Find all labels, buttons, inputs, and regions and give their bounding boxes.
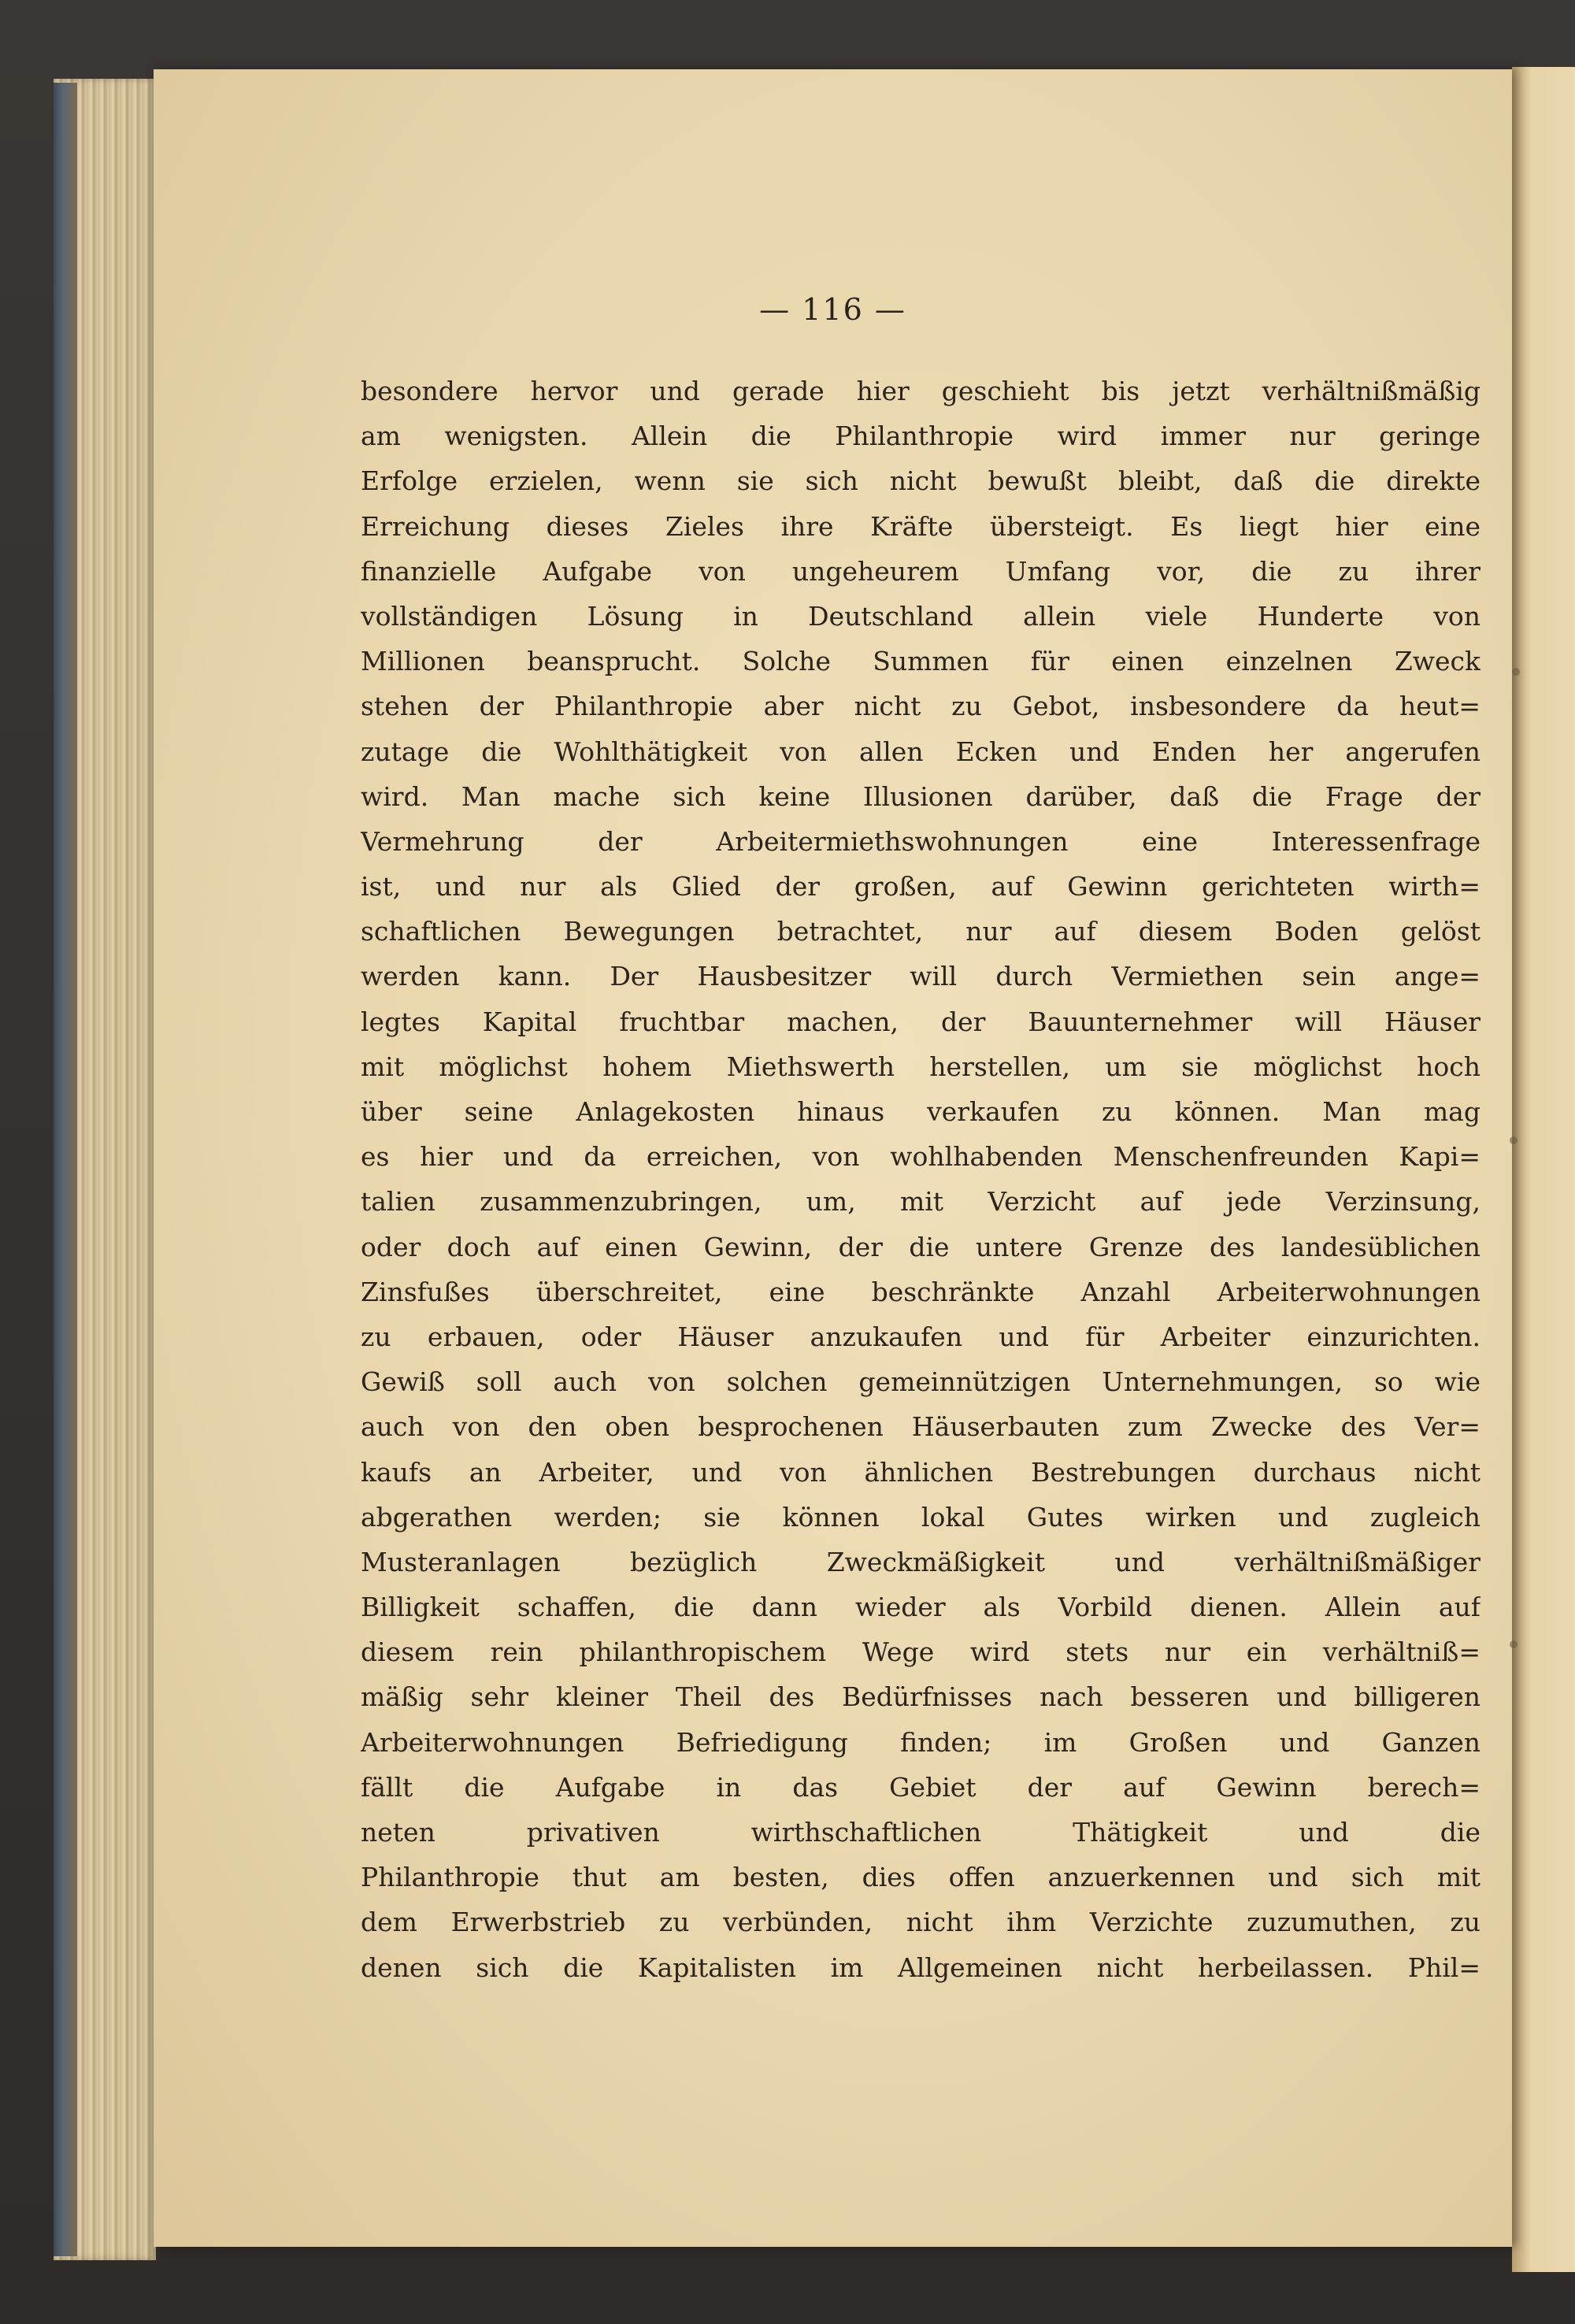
text-line: oder doch auf einen Gewinn, der die untere Grenze des landesüblichen: [361, 1231, 1480, 1262]
text-line: Erreichung dieses Zieles ihre Kräfte übersteigt. Es liegt hier eine: [361, 510, 1480, 542]
text-line: talien zusammenzubringen, um, mit Verzicht auf jede Verzinsung,: [361, 1186, 1480, 1218]
text-line: Billigkeit schaffen, die dann wieder als Vorbild dienen. Allein auf: [361, 1592, 1480, 1623]
text-line: wird. Man mache sich keine Illusionen darüber, daß die Frage der: [361, 780, 1480, 812]
page-sheet: [154, 69, 1512, 2247]
book-spine: [54, 83, 77, 2256]
text-line: denen sich die Kapitalisten im Allgemeinen nicht herbeilassen. Phil=: [361, 1951, 1480, 1983]
text-line: am wenigsten. Allein die Philanthropie wird immer nur geringe: [361, 421, 1480, 452]
text-line: kaufs an Arbeiter, und von ähnlichen Bestrebungen durchaus nicht: [361, 1456, 1480, 1488]
text-line: mäßig sehr kleiner Theil des Bedürfnisses nach besseren und billigeren: [361, 1681, 1480, 1713]
text-line: Gewiß soll auch von solchen gemeinnützigen Unternehmungen, so wie: [361, 1366, 1480, 1398]
text-line: zu erbauen, oder Häuser anzukaufen und für Arbeiter einzurichten.: [361, 1321, 1480, 1352]
text-line: dem Erwerbstrieb zu verbünden, nicht ihm Verzichte zuzumuthen, zu: [361, 1907, 1480, 1938]
text-line: schaftlichen Bewegungen betrachtet, nur auf diesem Boden gelöst: [361, 916, 1480, 947]
paper-spot: [1510, 1640, 1518, 1648]
text-line: auch von den oben besprochenen Häuserbauten zum Zwecke des Ver=: [361, 1411, 1480, 1443]
text-line: Philanthropie thut am besten, dies offen anzuerkennen und sich mit: [361, 1862, 1480, 1893]
text-line: vollständigen Lösung in Deutschland allein viele Hunderte von: [361, 600, 1480, 632]
text-line: diesem rein philanthropischem Wege wird stets nur ein verhältniß=: [361, 1636, 1480, 1668]
text-line: zutage die Wohlthätigkeit von allen Ecken und Enden her angerufen: [361, 736, 1480, 767]
paper-spot: [1510, 1136, 1518, 1144]
text-line: Arbeiterwohnungen Befriedigung finden; im Großen und Ganzen: [361, 1726, 1480, 1758]
text-line: werden kann. Der Hausbesitzer will durch Vermiethen sein ange=: [361, 961, 1480, 992]
text-line: Zinsfußes überschreitet, eine beschränkte Anzahl Arbeiterwohnungen: [361, 1276, 1480, 1307]
text-line: stehen der Philanthropie aber nicht zu Gebot, insbesondere da heut=: [361, 691, 1480, 722]
text-line: ist, und nur als Glied der großen, auf Gewinn gerichteten wirth=: [361, 871, 1480, 903]
text-line: es hier und da erreichen, von wohlhabenden Menschenfreunden Kapi=: [361, 1141, 1480, 1173]
text-line: neten privativen wirthschaftlichen Thätigkeit und die: [361, 1817, 1480, 1848]
text-line: über seine Anlagekosten hinaus verkaufen zu können. Man mag: [361, 1096, 1480, 1127]
adjacent-page-edge: [1512, 67, 1575, 2272]
text-line: Erfolge erzielen, wenn sie sich nicht bewußt bleibt, daß die direkte: [361, 465, 1480, 497]
text-line: Millionen beansprucht. Solche Summen für einen einzelnen Zweck: [361, 646, 1480, 677]
text-line: finanzielle Aufgabe von ungeheurem Umfang vor, die zu ihrer: [361, 555, 1480, 587]
text-line: besondere hervor und gerade hier geschieht bis jetzt verhältnißmäßig: [361, 376, 1480, 406]
page-number: — 116 —: [759, 292, 906, 327]
text-line: Musteranlagen bezüglich Zweckmäßigkeit und verhältnißmäßiger: [361, 1546, 1480, 1577]
text-line: abgerathen werden; sie können lokal Gutes wirken und zugleich: [361, 1501, 1480, 1533]
text-line: mit möglichst hohem Miethswerth herstellen, um sie möglichst hoch: [361, 1051, 1480, 1082]
text-line: fällt die Aufgabe in das Gebiet der auf Gewinn berech=: [361, 1771, 1480, 1803]
text-line: legtes Kapital fruchtbar machen, der Bauunternehmer will Häuser: [361, 1006, 1480, 1037]
body-text: [361, 369, 1480, 1990]
paper-spot: [1512, 668, 1520, 676]
text-line: Vermehrung der Arbeitermiethswohnungen eine Interessenfrage: [361, 825, 1480, 857]
